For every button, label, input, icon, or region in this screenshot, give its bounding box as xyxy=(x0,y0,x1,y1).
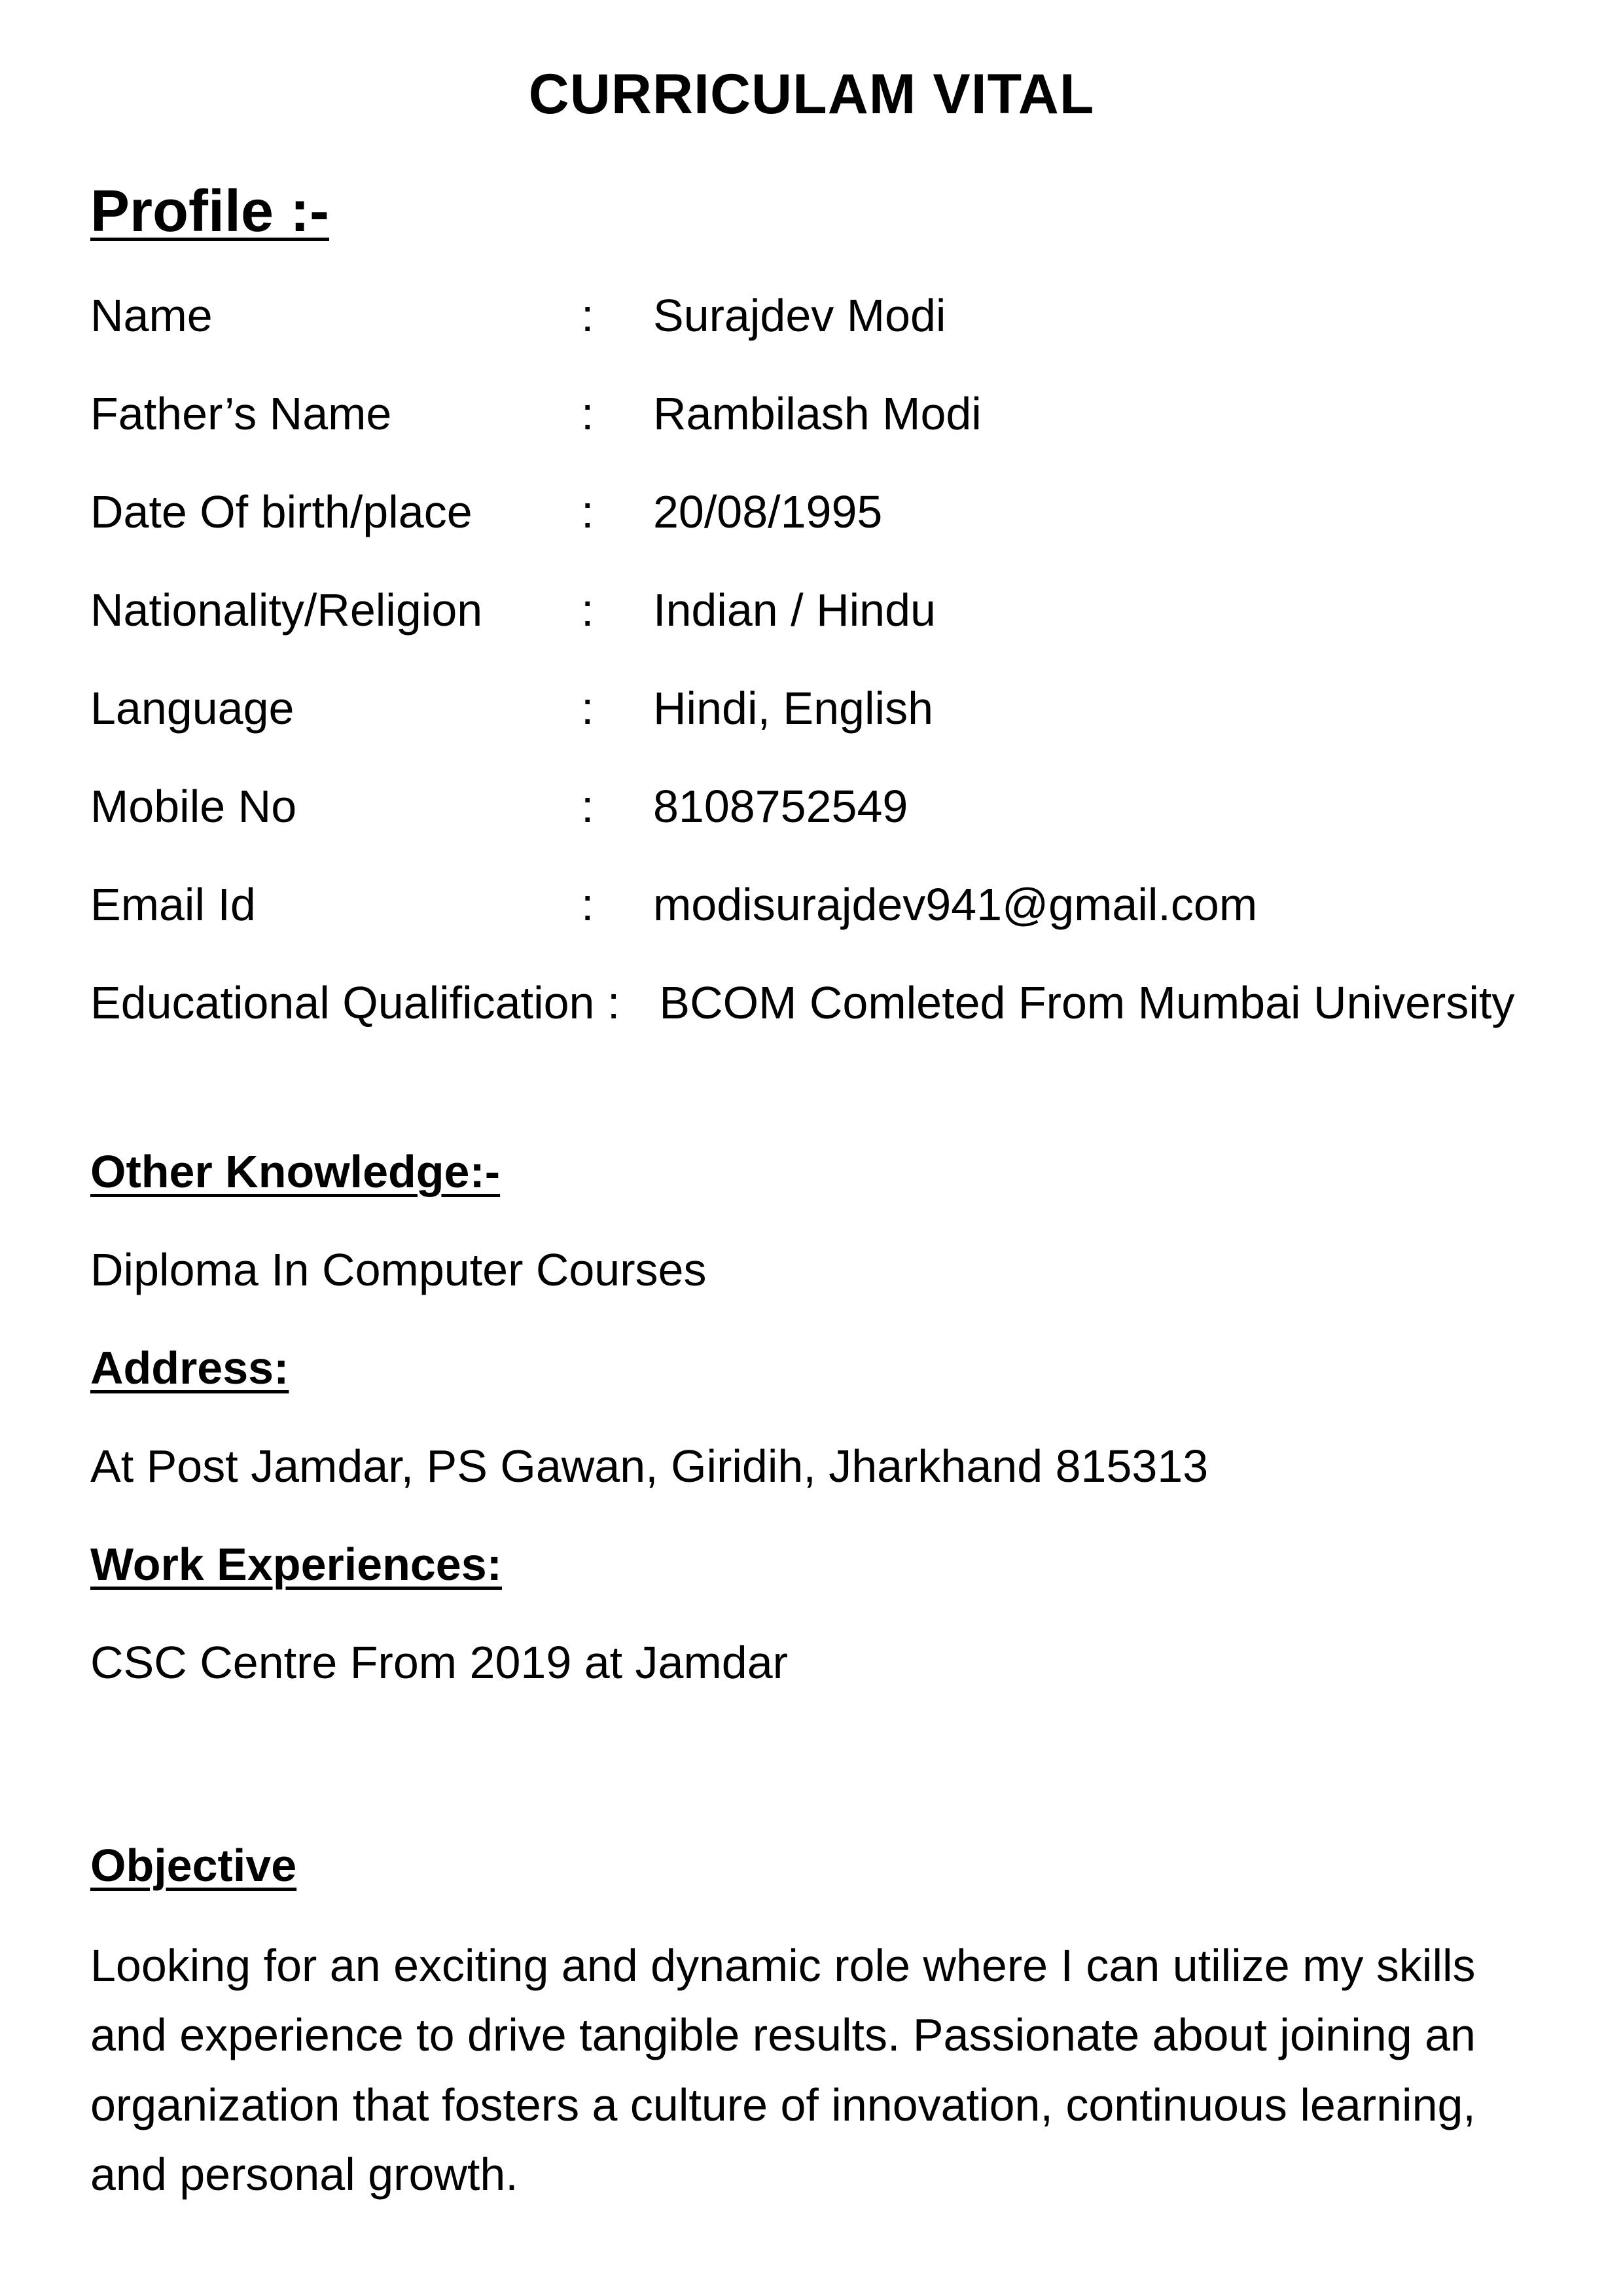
other-knowledge-text: Diploma In Computer Courses xyxy=(90,1244,707,1295)
profile-row-name xyxy=(90,288,946,343)
address-text: At Post Jamdar, PS Gawan, Giridih, Jharkhand 815313 xyxy=(90,1441,1209,1492)
other-knowledge-heading: Other Knowledge:- xyxy=(90,1146,501,1197)
objective-heading: Objective xyxy=(90,1840,297,1891)
education-value: BCOM Comleted From Mumbai University xyxy=(659,977,1515,1028)
profile-heading: Profile :- xyxy=(90,179,330,244)
row-colon: : xyxy=(581,879,594,930)
profile-row-email xyxy=(90,877,1257,932)
row-colon: : xyxy=(581,388,594,439)
profile-row-nationality xyxy=(90,583,936,637)
row-value: Rambilash Modi xyxy=(653,388,982,439)
address-heading: Address: xyxy=(90,1342,289,1393)
row-value: modisurajdev941@gmail.com xyxy=(653,879,1258,930)
row-label: Date Of birth/place xyxy=(90,486,473,537)
row-value: Indian / Hindu xyxy=(653,584,936,636)
row-label: Email Id xyxy=(90,879,256,930)
work-experience-text: CSC Centre From 2019 at Jamdar xyxy=(90,1637,788,1688)
row-label: Name xyxy=(90,290,213,341)
row-colon: : xyxy=(581,486,594,537)
row-colon: : xyxy=(581,683,594,734)
profile-row-education xyxy=(90,969,1550,1037)
row-value: Surajdev Modi xyxy=(653,290,946,341)
row-value: 20/08/1995 xyxy=(653,486,883,537)
objective-text: Looking for an exciting and dynamic role where I can utilize my skills and experience to drive tangible results. Passionate about joining an organization that fosters a culture of innovation, continuous learning, and personal growth. xyxy=(90,1940,1476,2200)
row-colon: : xyxy=(581,584,594,636)
row-colon: : xyxy=(581,290,594,341)
profile-row-mobile xyxy=(90,779,908,834)
row-label: Mobile No xyxy=(90,781,297,832)
row-label: Father’s Name xyxy=(90,388,392,439)
document-title: CURRICULAM VITAL xyxy=(528,63,1095,126)
profile-row-date-of-birth xyxy=(90,484,882,539)
row-label: Language xyxy=(90,683,294,734)
profile-row-language xyxy=(90,681,933,736)
row-value: 8108752549 xyxy=(653,781,908,832)
education-colon: : xyxy=(594,977,620,1028)
education-label: Educational Qualification xyxy=(90,977,595,1028)
work-experience-heading: Work Experiences: xyxy=(90,1539,502,1590)
row-value: Hindi, English xyxy=(653,683,933,734)
row-colon: : xyxy=(581,781,594,832)
profile-row-fathers-name xyxy=(90,386,982,441)
row-label: Nationality/Religion xyxy=(90,584,483,636)
